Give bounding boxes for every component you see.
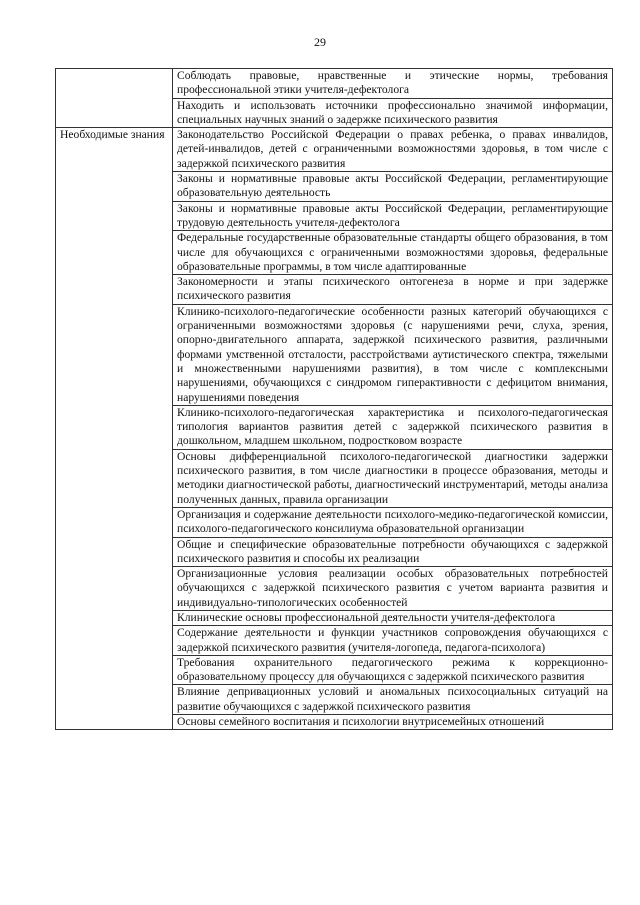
table-cell: Организационные условия реализации особых образовательных потребностей обучающихся с задержкой психического развития с учетом варианта развития и индивидуально-типологических особенностей [173, 567, 613, 611]
table-cell: Законодательство Российской Федерации о правах ребенка, о правах инвалидов, детей-инвалидов, детей с ограниченными возможностями здоровья, в том числе с задержкой психического развития [173, 128, 613, 172]
table-cell: Законы и нормативные правовые акты Российской Федерации, регламентирующие образовательную деятельность [173, 172, 613, 202]
table-cell: Федеральные государственные образовательные стандарты общего образования, в том числе для обучающихся с ограниченными возможностями здоровья, федеральные образовательные программы, в том числе адаптированные [173, 231, 613, 275]
row-label-empty [56, 69, 173, 128]
table-cell: Требования охранительного педагогического режима к коррекционно-образовательному процессу для обучающихся с задержкой психического развития [173, 655, 613, 685]
table-cell: Основы семейного воспитания и психологии внутрисемейных отношений [173, 715, 613, 730]
table-cell: Основы дифференциальной психолого-педагогической диагностики задержки психического развития, в том числе диагностики в процессе образования, методы и методики диагностической работы, диагностический инструментарий, методы анализа полученных данных, правила организации [173, 449, 613, 507]
table-cell: Закономерности и этапы психического онтогенеза в норме и при задержке психического развития [173, 275, 613, 305]
table-row [56, 128, 613, 172]
table-row [56, 69, 613, 99]
table-cell: Организация и содержание деятельности психолого-медико-педагогической комиссии, психолого-педагогического консилиума образовательной организации [173, 507, 613, 537]
table-cell: Общие и специфические образовательные потребности обучающихся с задержкой психического развития и способы их реализации [173, 537, 613, 567]
table-cell: Находить и использовать источники профессионально значимой информации, специальных научных знаний о задержке психического развития [173, 98, 613, 128]
table-cell: Клинико-психолого-педагогические особенности разных категорий обучающихся с ограниченными возможностями здоровья (с нарушениями речи, слуха, зрения, опорно-двигательного аппарата, задержкой психического развития, различными формами умственной отсталости, расстройствами аутистического спектра, тяжелыми и множественными нарушениями развития), в том числе с комплексными нарушениями, обучающихся с синдромом гиперактивности с дефицитом внимания, нарушениями поведения [173, 304, 613, 405]
table-cell: Соблюдать правовые, нравственные и этические нормы, требования профессиональной этики учителя-дефектолога [173, 69, 613, 99]
table-cell: Влияние депривационных условий и аномальных психосоциальных ситуаций на развитие обучающихся с задержкой психического развития [173, 685, 613, 715]
table-cell: Клинические основы профессиональной деятельности учителя-дефектолога [173, 610, 613, 625]
table-cell: Клинико-психолого-педагогическая характеристика и психолого-педагогическая типология вариантов развития детей с задержкой психического развития в дошкольном, младшем школьном, подростковом возрасте [173, 405, 613, 449]
table-cell: Содержание деятельности и функции участников сопровождения обучающихся с задержкой психического развития (учителя-логопеда, педагога-психолога) [173, 626, 613, 656]
requirements-table [55, 68, 613, 730]
row-label-required-knowledge: Необходимые знания [56, 128, 173, 730]
table-cell: Законы и нормативные правовые акты Российской Федерации, регламентирующие трудовую деятельность учителя-дефектолога [173, 201, 613, 231]
page-number: 29 [314, 35, 326, 49]
